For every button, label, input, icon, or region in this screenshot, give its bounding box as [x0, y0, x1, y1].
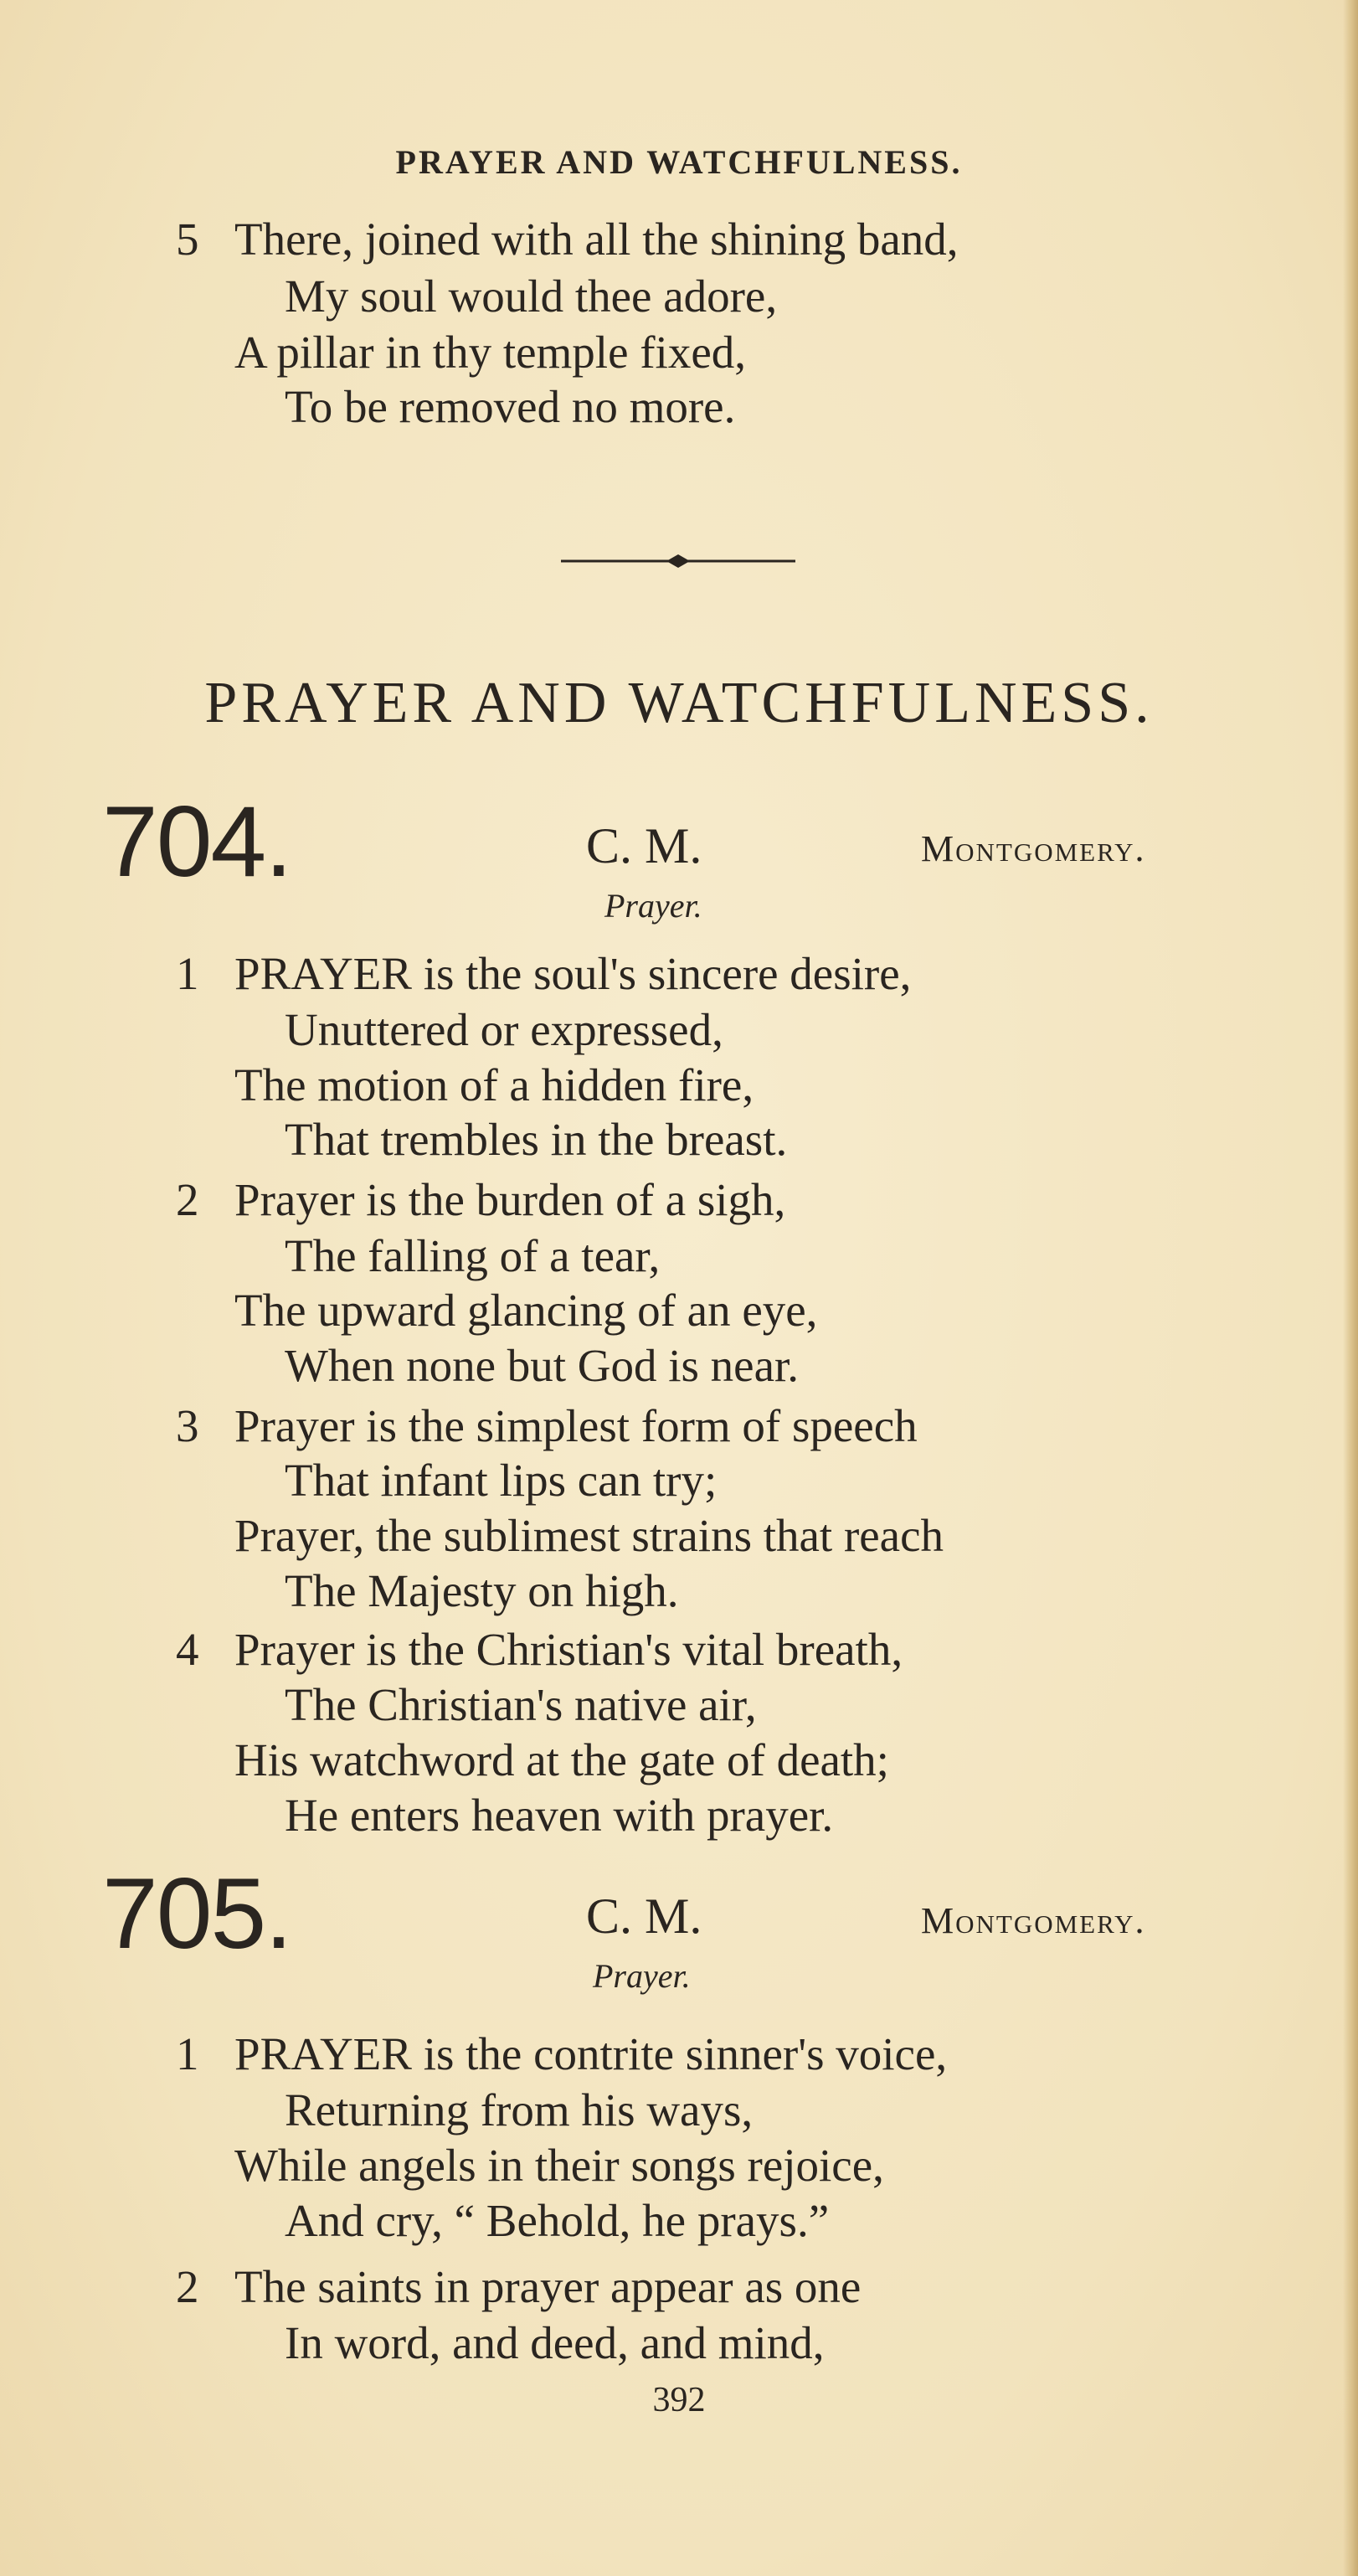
verse-line: The Majesty on high. — [285, 1565, 679, 1616]
verse-line: That trembles in the breast. — [285, 1114, 788, 1165]
page-number: 392 — [652, 2381, 706, 2419]
section-title: PRAYER AND WATCHFULNESS. — [204, 671, 1154, 735]
hymn-subtitle: Prayer. — [604, 887, 702, 925]
verse-line: He enters heaven with prayer. — [285, 1790, 834, 1841]
verse-line: PRAYER is the soul's sincere desire, — [234, 948, 912, 999]
ornamental-divider — [561, 549, 795, 574]
stanza-number: 3 — [176, 1400, 199, 1451]
hymn-subtitle: Prayer. — [593, 1957, 691, 1995]
hymn-number: 704. — [102, 786, 291, 898]
verse-line: The saints in prayer appear as one — [234, 2261, 862, 2312]
verse-line: A pillar in thy temple fixed, — [234, 327, 746, 378]
verse-line: PRAYER is the contrite sinner's voice, — [234, 2028, 948, 2079]
hymn-author: Montgomery. — [921, 828, 1146, 869]
verse-line: Prayer, the sublimest strains that reach — [234, 1510, 944, 1561]
verse-line: The Christian's native air, — [285, 1679, 757, 1730]
stanza-number: 5 — [176, 214, 199, 265]
verse-line: There, joined with all the shining band, — [234, 214, 959, 265]
verse-line: Prayer is the burden of a sigh, — [234, 1174, 786, 1225]
verse-line: My soul would thee adore, — [285, 270, 778, 322]
verse-line: The motion of a hidden fire, — [234, 1059, 754, 1110]
verse-line: The falling of a tear, — [285, 1230, 661, 1281]
verse-line: That infant lips can try; — [285, 1455, 718, 1506]
verse-line: While angels in their songs rejoice, — [234, 2140, 884, 2191]
verse-line: Unuttered or expressed, — [285, 1004, 723, 1055]
verse-line: Prayer is the Christian's vital breath, — [234, 1624, 903, 1675]
verse-line: The upward glancing of an eye, — [234, 1285, 818, 1336]
stanza-number: 1 — [176, 2028, 199, 2079]
verse-line: When none but God is near. — [285, 1340, 800, 1391]
verse-line: To be removed no more. — [285, 381, 736, 432]
verse-line: His watchword at the gate of death; — [234, 1734, 889, 1785]
stanza-number: 4 — [176, 1624, 199, 1675]
hymn-meter: C. M. — [586, 1888, 702, 1944]
verse-line: In word, and deed, and mind, — [285, 2317, 825, 2368]
stanza-number: 2 — [176, 2261, 199, 2312]
running-head: PRAYER AND WATCHFULNESS. — [395, 143, 963, 181]
verse-line: And cry, “ Behold, he prays.” — [285, 2195, 830, 2246]
stanza-number: 2 — [176, 1174, 199, 1225]
stanza-number: 1 — [176, 948, 199, 999]
page-edge — [1343, 0, 1358, 2576]
hymn-meter: C. M. — [586, 818, 702, 873]
hymn-author: Montgomery. — [921, 1900, 1146, 1941]
hymn-number: 705. — [102, 1857, 291, 1970]
verse-line: Prayer is the simplest form of speech — [234, 1400, 918, 1451]
verse-line: Returning from his ways, — [285, 2084, 754, 2136]
